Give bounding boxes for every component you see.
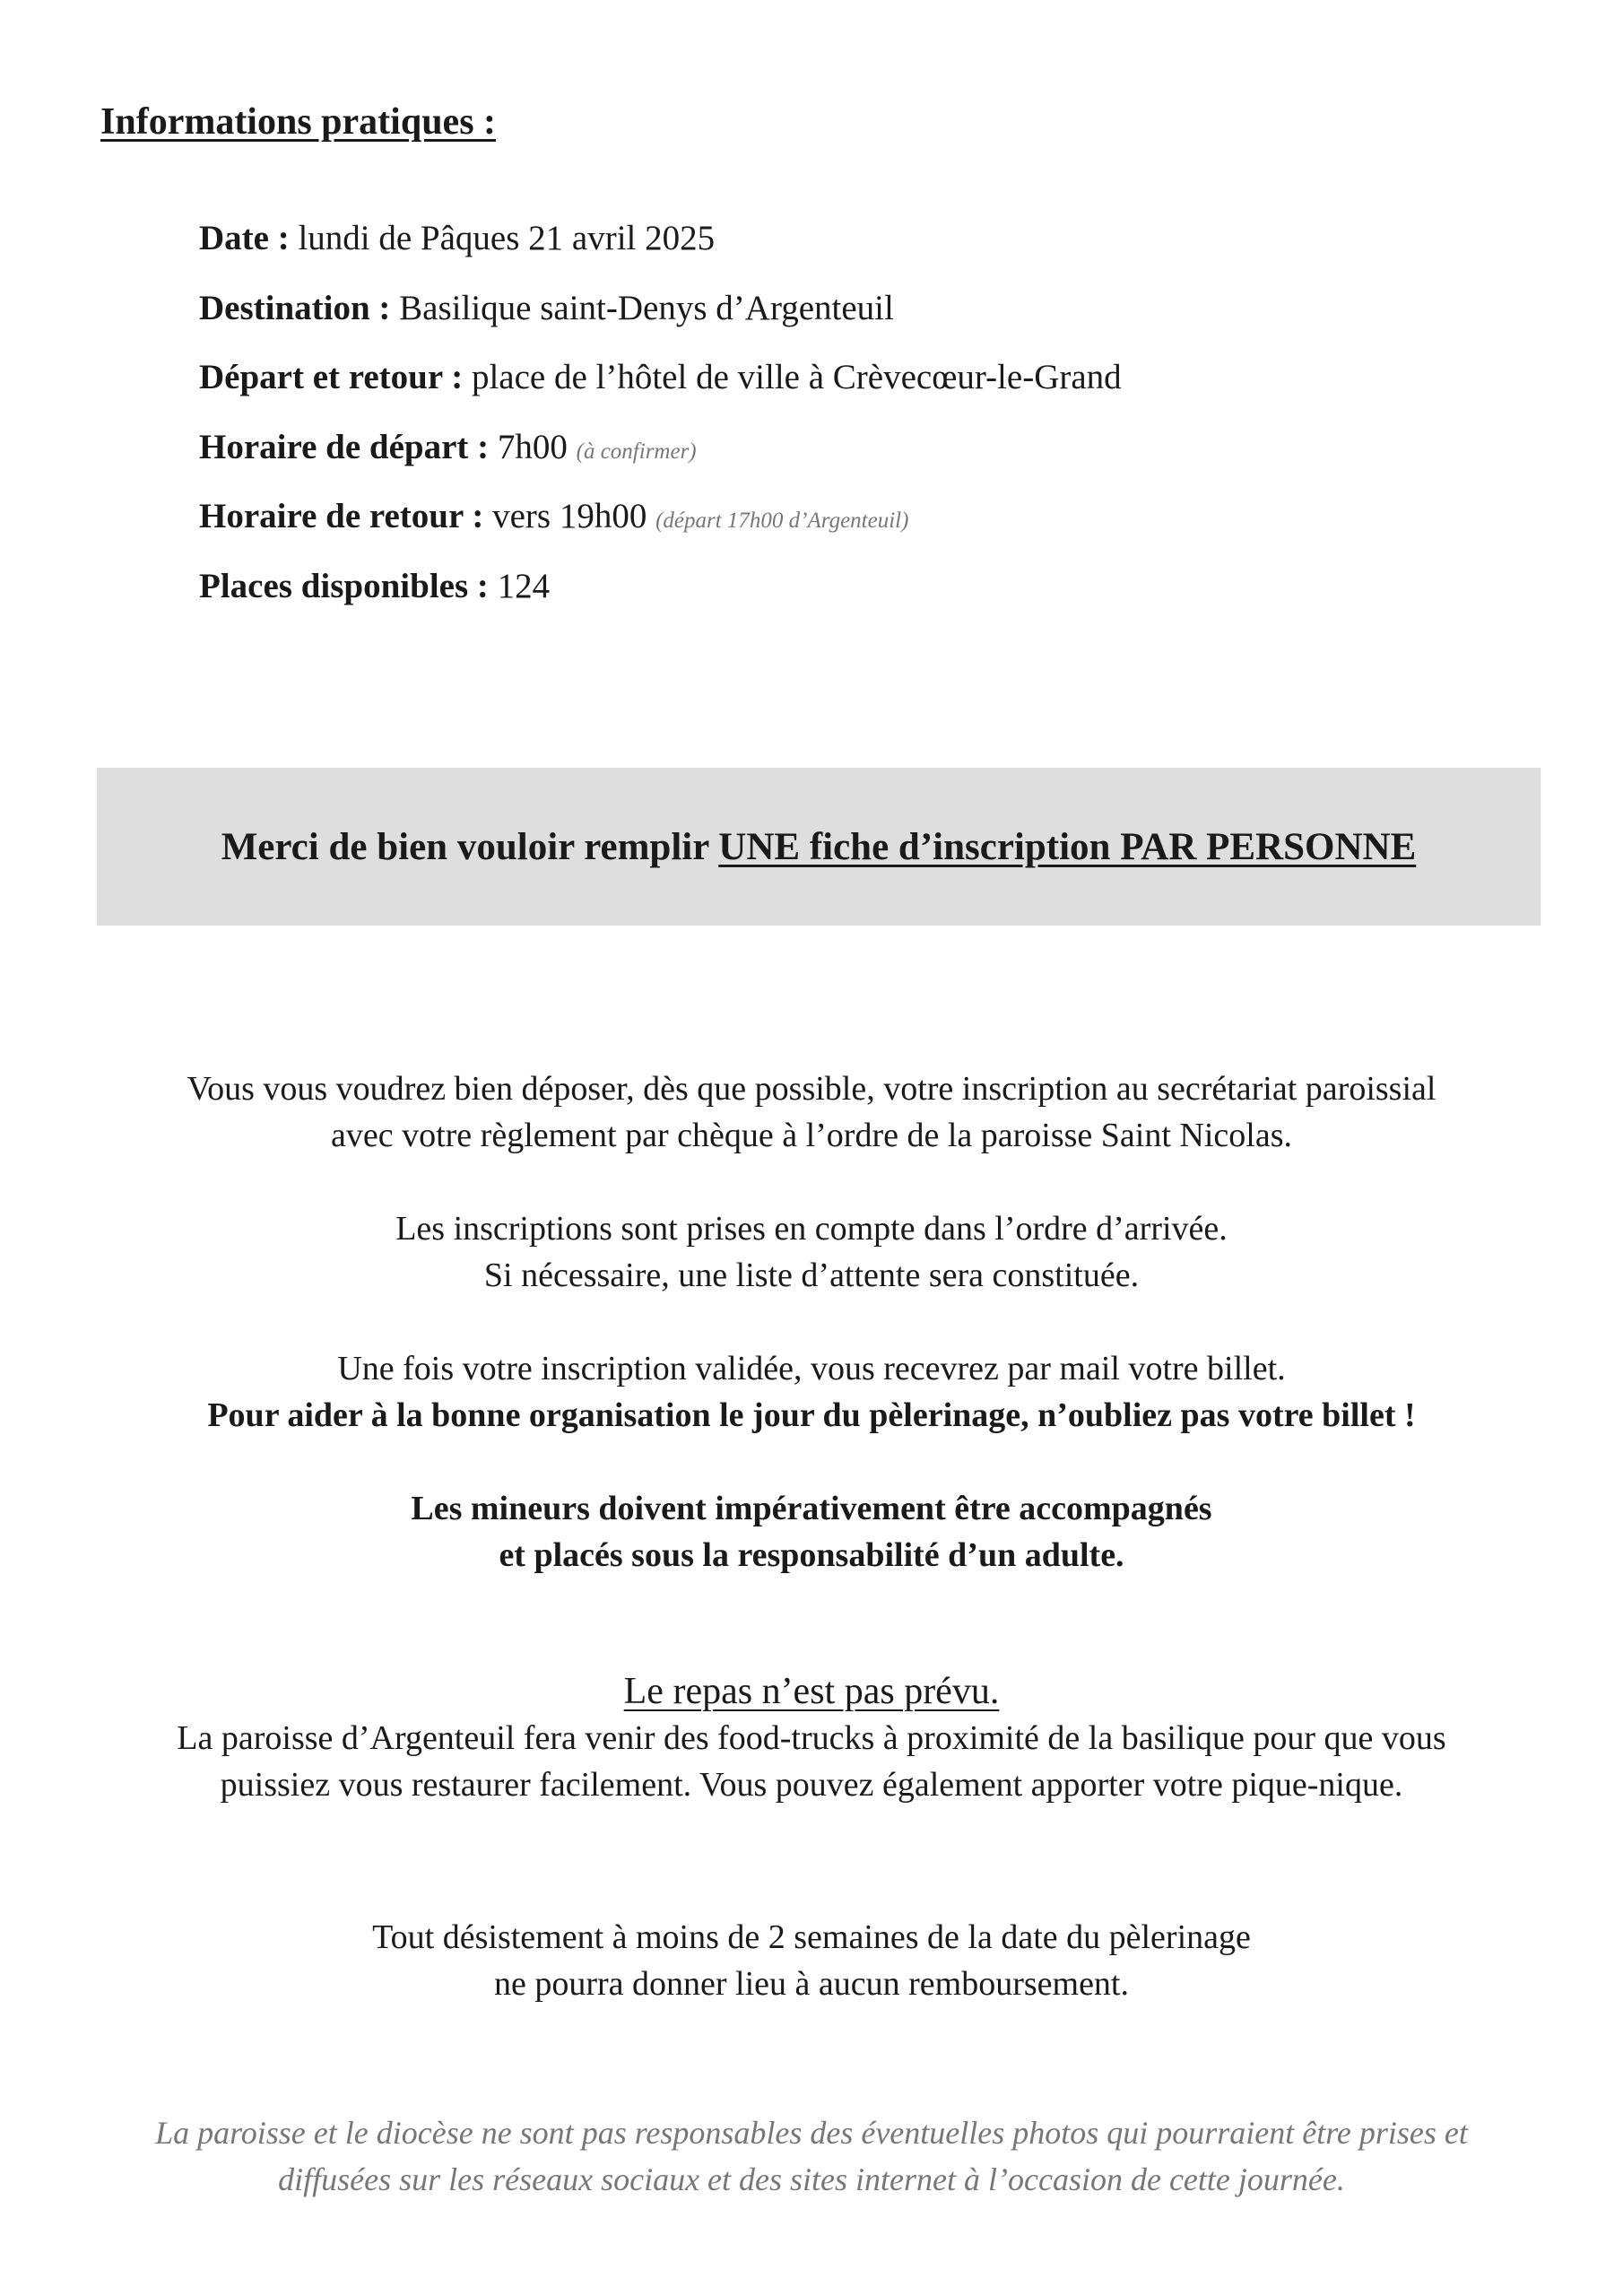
info-row-destination (199, 282, 1544, 352)
practical-info-list (199, 212, 1544, 629)
order-line-1: Les inscriptions sont prises en compte dans l’ordre d’arrivée. (395, 1210, 1228, 1248)
photo-disclaimer (54, 2109, 1569, 2203)
info-label: Date : (199, 219, 290, 257)
banner-emphasis: UNE fiche d’inscription PAR PERSONNE (718, 825, 1417, 868)
info-row-date (199, 212, 1544, 282)
deposit-line-1: Vous vous voudrez bien déposer, dès que possible, votre inscription au secrétariat paroissial (187, 1070, 1436, 1108)
info-note: (départ 17h00 d’Argenteuil) (655, 509, 909, 533)
meal-paragraph (54, 1668, 1569, 1808)
info-row-departure-return (199, 351, 1544, 421)
info-value: vers 19h00 (483, 497, 656, 535)
info-label: Départ et retour : (199, 358, 464, 396)
info-row-available-seats (199, 560, 1544, 630)
deposit-paragraph (54, 1065, 1569, 1159)
meal-title: Le repas n’est pas prévu. (623, 1671, 1000, 1712)
order-paragraph (54, 1205, 1569, 1299)
info-value: Basilique saint-Denys d’Argenteuil (390, 288, 894, 327)
ticket-line-1: Une fois votre inscription validée, vous recevrez par mail votre billet. (337, 1350, 1286, 1387)
info-row-return-time (199, 490, 1544, 560)
ticket-line-2: Pour aider à la bonne organisation le jour du pèlerinage, n’oubliez pas votre billet ! (207, 1396, 1416, 1434)
info-label: Destination : (199, 288, 391, 327)
info-value: 124 (488, 566, 551, 605)
info-value: place de l’hôtel de ville à Crèvecœur-le-Grand (463, 358, 1122, 396)
order-line-2: Si nécessaire, une liste d’attente sera constituée. (483, 1257, 1140, 1294)
minors-line-1: Les mineurs doivent impérativement être accompagnés (411, 1490, 1212, 1527)
info-row-departure-time (199, 421, 1544, 491)
info-label: Places disponibles : (199, 566, 489, 605)
info-value: 7h00 (489, 427, 577, 466)
minors-line-2: et placés sous la responsabilité d’un adulte. (499, 1536, 1124, 1574)
info-value: lundi de Pâques 21 avril 2025 (289, 219, 716, 257)
deposit-line-2: avec votre règlement par chèque à l’ordre de la paroisse Saint Nicolas. (331, 1117, 1292, 1154)
info-label: Horaire de retour : (199, 497, 484, 535)
disclaimer-line-2: diffusées sur les réseaux sociaux et des sites internet à l’occasion de cette journée. (278, 2161, 1345, 2197)
info-label: Horaire de départ : (199, 427, 490, 466)
meal-line-2: puissiez vous restaurer facilement. Vous pouvez également apporter votre pique-nique. (220, 1766, 1403, 1804)
disclaimer-line-1: La paroisse et le diocèse ne sont pas responsables des éventuelles photos qui pourraient être prises et (155, 2115, 1468, 2151)
refund-line-2: ne pourra donner lieu à aucun remboursement. (493, 1965, 1129, 2003)
banner-prefix: Merci de bien vouloir remplir (221, 825, 719, 868)
refund-paragraph (54, 1914, 1569, 2007)
page-title: Informations pratiques : (100, 101, 497, 143)
refund-line-1: Tout désistement à moins de 2 semaines de la date du pèlerinage (372, 1918, 1251, 1956)
ticket-paragraph (54, 1345, 1569, 1439)
meal-line-1: La paroisse d’Argenteuil fera venir des food-trucks à proximité de la basilique pour que vous (177, 1719, 1446, 1757)
registration-banner (97, 768, 1541, 926)
info-note: (à confirmer) (576, 439, 697, 464)
minors-paragraph (54, 1485, 1569, 1578)
